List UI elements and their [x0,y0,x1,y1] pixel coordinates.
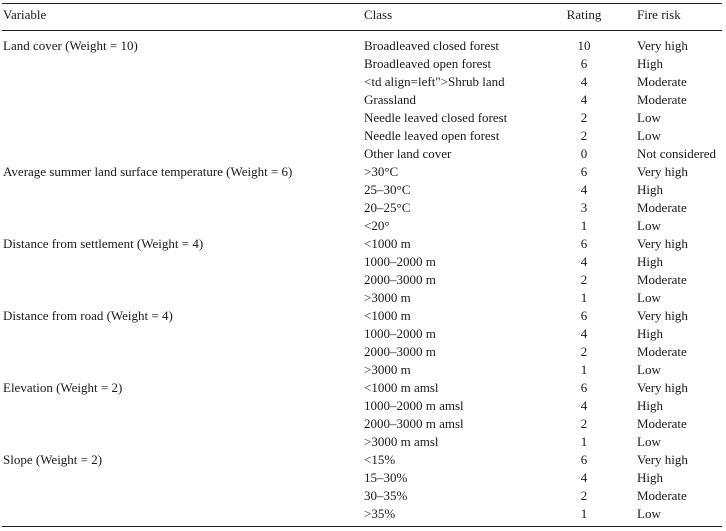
cell-fire-risk: Moderate [637,74,687,89]
cell-fire-risk: Very high [637,308,688,323]
table-row [0,235,726,253]
cell-rating: 2 [580,344,588,359]
cell-rating: 0 [580,146,588,161]
table-row [0,487,726,505]
cell-class: Grassland [364,92,416,107]
cell-rating: 3 [580,200,588,215]
cell-rating: 4 [580,398,588,413]
cell-rating: 6 [580,164,588,179]
cell-class: 25–30°C [364,182,411,197]
table-row [0,415,726,433]
table-row [0,469,726,487]
cell-class: <15% [364,452,396,467]
cell-class: Other land cover [364,146,452,161]
table-row [0,91,726,109]
header-rating: Rating [566,7,602,22]
cell-rating: 6 [580,236,588,251]
table-row [0,145,726,163]
cell-class: 2000–3000 m [364,272,436,287]
cell-fire-risk: High [637,470,663,485]
table-row [0,325,726,343]
cell-fire-risk: Low [637,362,661,377]
table-top-rule [2,3,722,4]
table-row [0,451,726,469]
cell-fire-risk: High [637,326,663,341]
table-row [0,199,726,217]
cell-fire-risk: Low [637,110,661,125]
cell-rating: 4 [580,254,588,269]
cell-class: 2000–3000 m [364,344,436,359]
cell-variable: Average summer land surface temperature (Weight = 6) [3,164,293,179]
cell-rating: 6 [580,452,588,467]
cell-fire-risk: High [637,398,663,413]
table-header-rule [2,30,722,31]
cell-variable: Slope (Weight = 2) [3,452,103,467]
cell-fire-risk: Very high [637,452,688,467]
cell-rating: 1 [580,362,588,377]
cell-fire-risk: Moderate [637,200,687,215]
cell-fire-risk: High [637,56,663,71]
cell-class: 1000–2000 m [364,254,436,269]
table-row [0,163,726,181]
cell-class: Needle leaved open forest [364,128,500,143]
cell-fire-risk: Moderate [637,92,687,107]
cell-class: >3000 m amsl [364,434,439,449]
cell-rating: 1 [580,506,588,521]
cell-variable: Elevation (Weight = 2) [3,380,123,395]
cell-variable: Land cover (Weight = 10) [3,38,138,53]
table-row [0,217,726,235]
cell-rating: 4 [580,92,588,107]
cell-class: >30°C [364,164,399,179]
table-row [0,343,726,361]
cell-rating: 2 [580,272,588,287]
cell-rating: 1 [580,290,588,305]
table-row [0,361,726,379]
cell-class: Needle leaved closed forest [364,110,508,125]
table-row [0,379,726,397]
cell-fire-risk: Very high [637,38,688,53]
cell-variable: Distance from settlement (Weight = 4) [3,236,204,251]
cell-rating: 4 [580,326,588,341]
cell-rating: 2 [580,488,588,503]
table-row [0,253,726,271]
cell-class: <1000 m amsl [364,380,439,395]
cell-class: >3000 m [364,362,411,377]
table-row [0,433,726,451]
table-row [0,109,726,127]
cell-class: Broadleaved closed forest [364,38,500,53]
cell-fire-risk: Very high [637,164,688,179]
header-class: Class [364,7,393,22]
cell-fire-risk: Low [637,506,661,521]
cell-rating: 2 [580,110,588,125]
cell-class: <1000 m [364,236,411,251]
cell-fire-risk: Low [637,290,661,305]
cell-rating: 6 [580,380,588,395]
table-row [0,397,726,415]
cell-class: 1000–2000 m amsl [364,398,464,413]
cell-fire-risk: Moderate [637,344,687,359]
table-row [0,37,726,55]
cell-class: 20–25°C [364,200,411,215]
table-bottom-rule [2,526,722,527]
cell-fire-risk: Very high [637,380,688,395]
table-row [0,271,726,289]
cell-rating: 4 [580,182,588,197]
header-fire-risk: Fire risk [637,7,681,22]
cell-rating: 1 [580,218,588,233]
table-row [0,505,726,523]
cell-class: >35% [364,506,396,521]
cell-class: <1000 m [364,308,411,323]
cell-rating: 10 [577,38,591,53]
cell-class: <20° [364,218,390,233]
cell-fire-risk: High [637,254,663,269]
cell-rating: 4 [580,470,588,485]
cell-class: 15–30% [364,470,408,485]
cell-class: Broadleaved open forest [364,56,492,71]
cell-variable: Distance from road (Weight = 4) [3,308,173,323]
cell-class: <td align=left">Shrub land [364,74,505,89]
cell-class: 2000–3000 m amsl [364,416,464,431]
cell-rating: 2 [580,128,588,143]
cell-fire-risk: Not considered [637,146,717,161]
cell-fire-risk: High [637,182,663,197]
table-row [0,73,726,91]
table-row [0,289,726,307]
table-row [0,127,726,145]
cell-fire-risk: Low [637,434,661,449]
cell-rating: 6 [580,308,588,323]
cell-class: 30–35% [364,488,408,503]
cell-fire-risk: Moderate [637,272,687,287]
cell-rating: 2 [580,416,588,431]
cell-fire-risk: Low [637,218,661,233]
cell-fire-risk: Moderate [637,416,687,431]
table-header-row [0,6,726,24]
cell-fire-risk: Moderate [637,488,687,503]
cell-rating: 6 [580,56,588,71]
cell-rating: 4 [580,74,588,89]
header-variable: Variable [3,7,47,22]
cell-fire-risk: Very high [637,236,688,251]
cell-fire-risk: Low [637,128,661,143]
table-row [0,181,726,199]
cell-class: >3000 m [364,290,411,305]
table-row [0,55,726,73]
cell-class: 1000–2000 m [364,326,436,341]
table-row [0,307,726,325]
cell-rating: 1 [580,434,588,449]
